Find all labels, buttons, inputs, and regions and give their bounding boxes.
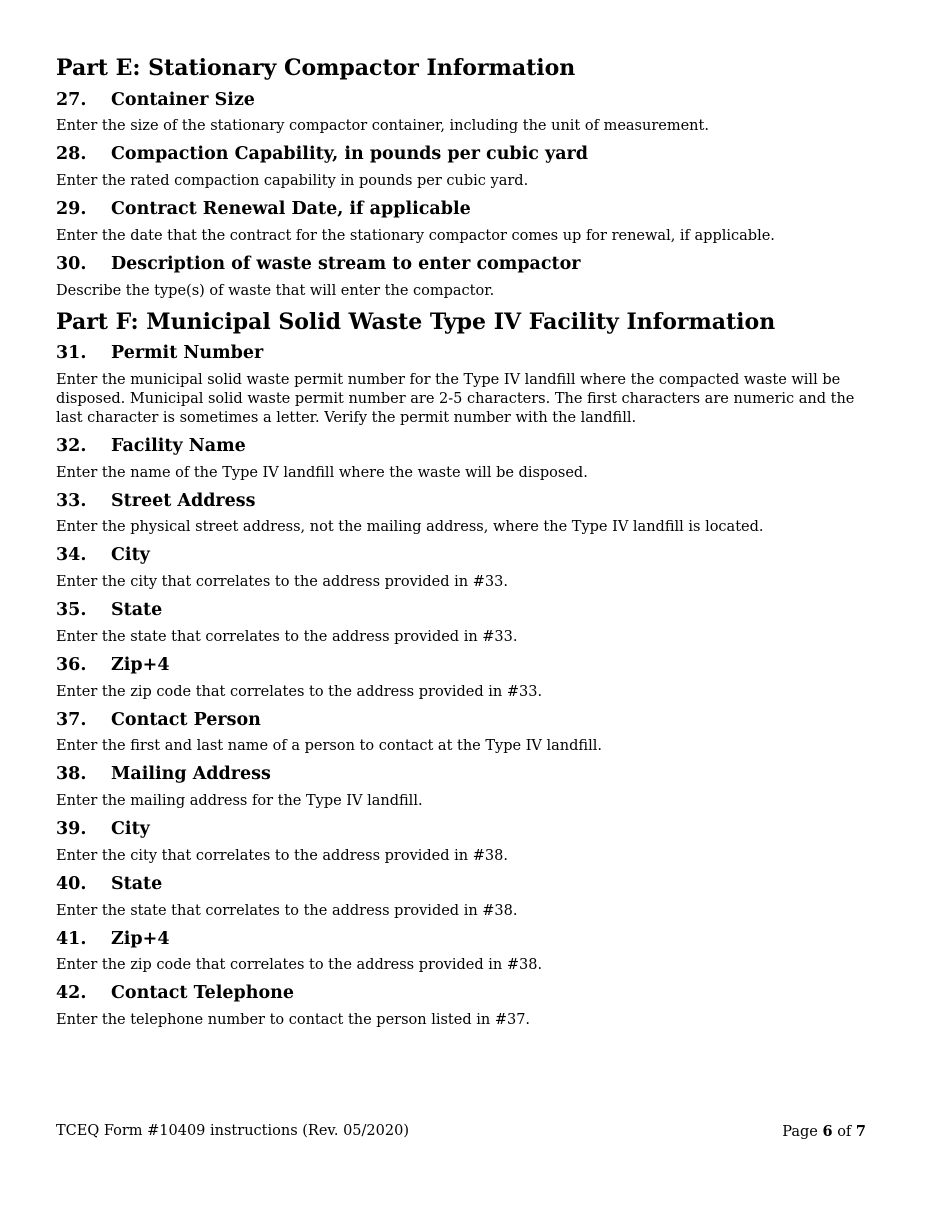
item-number: 32. [56,435,87,456]
item-number: 37. [56,709,87,730]
item-title: City [111,819,150,839]
item-description: Enter the state that correlates to the address provided in #33. [56,628,518,645]
item-number: 28. [56,144,87,165]
instruction-item [56,763,871,811]
item-heading [56,435,871,458]
page-number [782,1123,866,1140]
item-heading [56,709,871,732]
item-heading [56,818,871,841]
item-description: Enter the city that correlates to the address provided in #38. [56,847,508,864]
item-title: Zip+4 [111,654,170,675]
item-number: 31. [56,343,87,363]
instruction-item [56,599,871,647]
item-description: Enter the telephone number to contact the person listed in #37. [56,1012,531,1028]
instruction-item [56,89,871,137]
instruction-item [56,709,871,757]
item-number: 42. [56,983,87,1004]
instruction-item [56,143,871,191]
instruction-item [56,873,871,921]
instruction-item [56,928,871,976]
item-number: 30. [56,253,87,274]
instruction-item [56,435,871,483]
item-description: Enter the zip code that correlates to the address provided in #38. [56,957,543,974]
item-description: Enter the state that correlates to the address provided in #38. [56,902,518,919]
item-title: State [111,600,163,620]
item-number: 38. [56,764,87,785]
form-identifier: TCEQ Form #10409 instructions (Rev. 05/2020) [56,1123,409,1139]
item-heading [56,490,871,513]
item-heading [56,654,871,677]
item-heading [56,982,871,1005]
item-title: Container Size [111,89,255,110]
item-heading [56,544,871,567]
item-title: Facility Name [111,435,246,456]
item-title: Permit Number [111,343,264,363]
item-description: Enter the first and last name of a person to contact at the Type IV landfill. [56,738,602,755]
item-description: Enter the municipal solid waste permit number for the Type IV landfill where the compacted waste will be disposed. Municipal solid waste permit number are 2-5 characters. The first characters are numeric and the last character is sometimes a letter. Verify the permit number with the landfill. [56,371,855,426]
page-footer [56,1123,866,1140]
item-heading [56,143,871,166]
item-heading [56,253,871,276]
page-current: 6 [822,1123,833,1140]
item-title: State [111,873,163,894]
item-title: Contact Person [111,709,261,730]
item-number: 40. [56,873,87,894]
item-title: Contract Renewal Date, if applicable [111,199,471,219]
item-number: 34. [56,545,87,566]
item-number: 41. [56,928,87,949]
item-number: 39. [56,819,87,839]
part-f-items [56,342,871,1030]
instruction-item [56,198,871,246]
instruction-item [56,982,871,1030]
item-title: Contact Telephone [111,983,294,1004]
instruction-item [56,818,871,866]
item-number: 29. [56,199,87,219]
item-heading [56,599,871,622]
item-title: City [111,545,150,566]
item-description: Enter the city that correlates to the address provided in #33. [56,574,508,590]
item-number: 27. [56,89,87,110]
item-heading [56,873,871,896]
instruction-item [56,544,871,592]
item-description: Enter the rated compaction capability in pounds per cubic yard. [56,173,529,189]
part-e-title: Part E: Stationary Compactor Information [56,55,576,81]
document-page [56,55,871,1037]
item-number: 33. [56,490,87,511]
item-title: Mailing Address [111,764,271,785]
item-title: Compaction Capability, in pounds per cubic yard [111,144,589,165]
item-number: 36. [56,654,87,675]
item-description: Describe the type(s) of waste that will enter the compactor. [56,282,495,299]
item-description: Enter the mailing address for the Type IV landfill. [56,793,423,809]
item-description: Enter the size of the stationary compactor container, including the unit of measurement. [56,118,709,135]
instruction-item [56,490,871,538]
item-number: 35. [56,600,87,620]
item-title: Zip+4 [111,928,170,949]
instruction-item [56,253,871,301]
item-description: Enter the date that the contract for the stationary compactor comes up for renewal, if applicable. [56,227,775,244]
page-total: 7 [855,1123,866,1140]
item-heading [56,198,871,221]
item-description: Enter the zip code that correlates to the address provided in #33. [56,683,543,700]
page-prefix: Page [782,1124,818,1140]
item-description: Enter the name of the Type IV landfill where the waste will be disposed. [56,464,588,481]
item-title: Street Address [111,490,256,511]
part-f-title: Part F: Municipal Solid Waste Type IV Facility Information [56,308,776,335]
page-of: of [837,1124,852,1140]
item-heading [56,342,871,365]
item-heading [56,763,871,786]
item-title: Description of waste stream to enter compactor [111,253,581,274]
item-description: Enter the physical street address, not the mailing address, where the Type IV landfill is located. [56,519,764,536]
instruction-item [56,342,871,428]
instruction-item [56,654,871,702]
item-heading [56,89,871,112]
part-e-items [56,89,871,301]
item-heading [56,928,871,951]
